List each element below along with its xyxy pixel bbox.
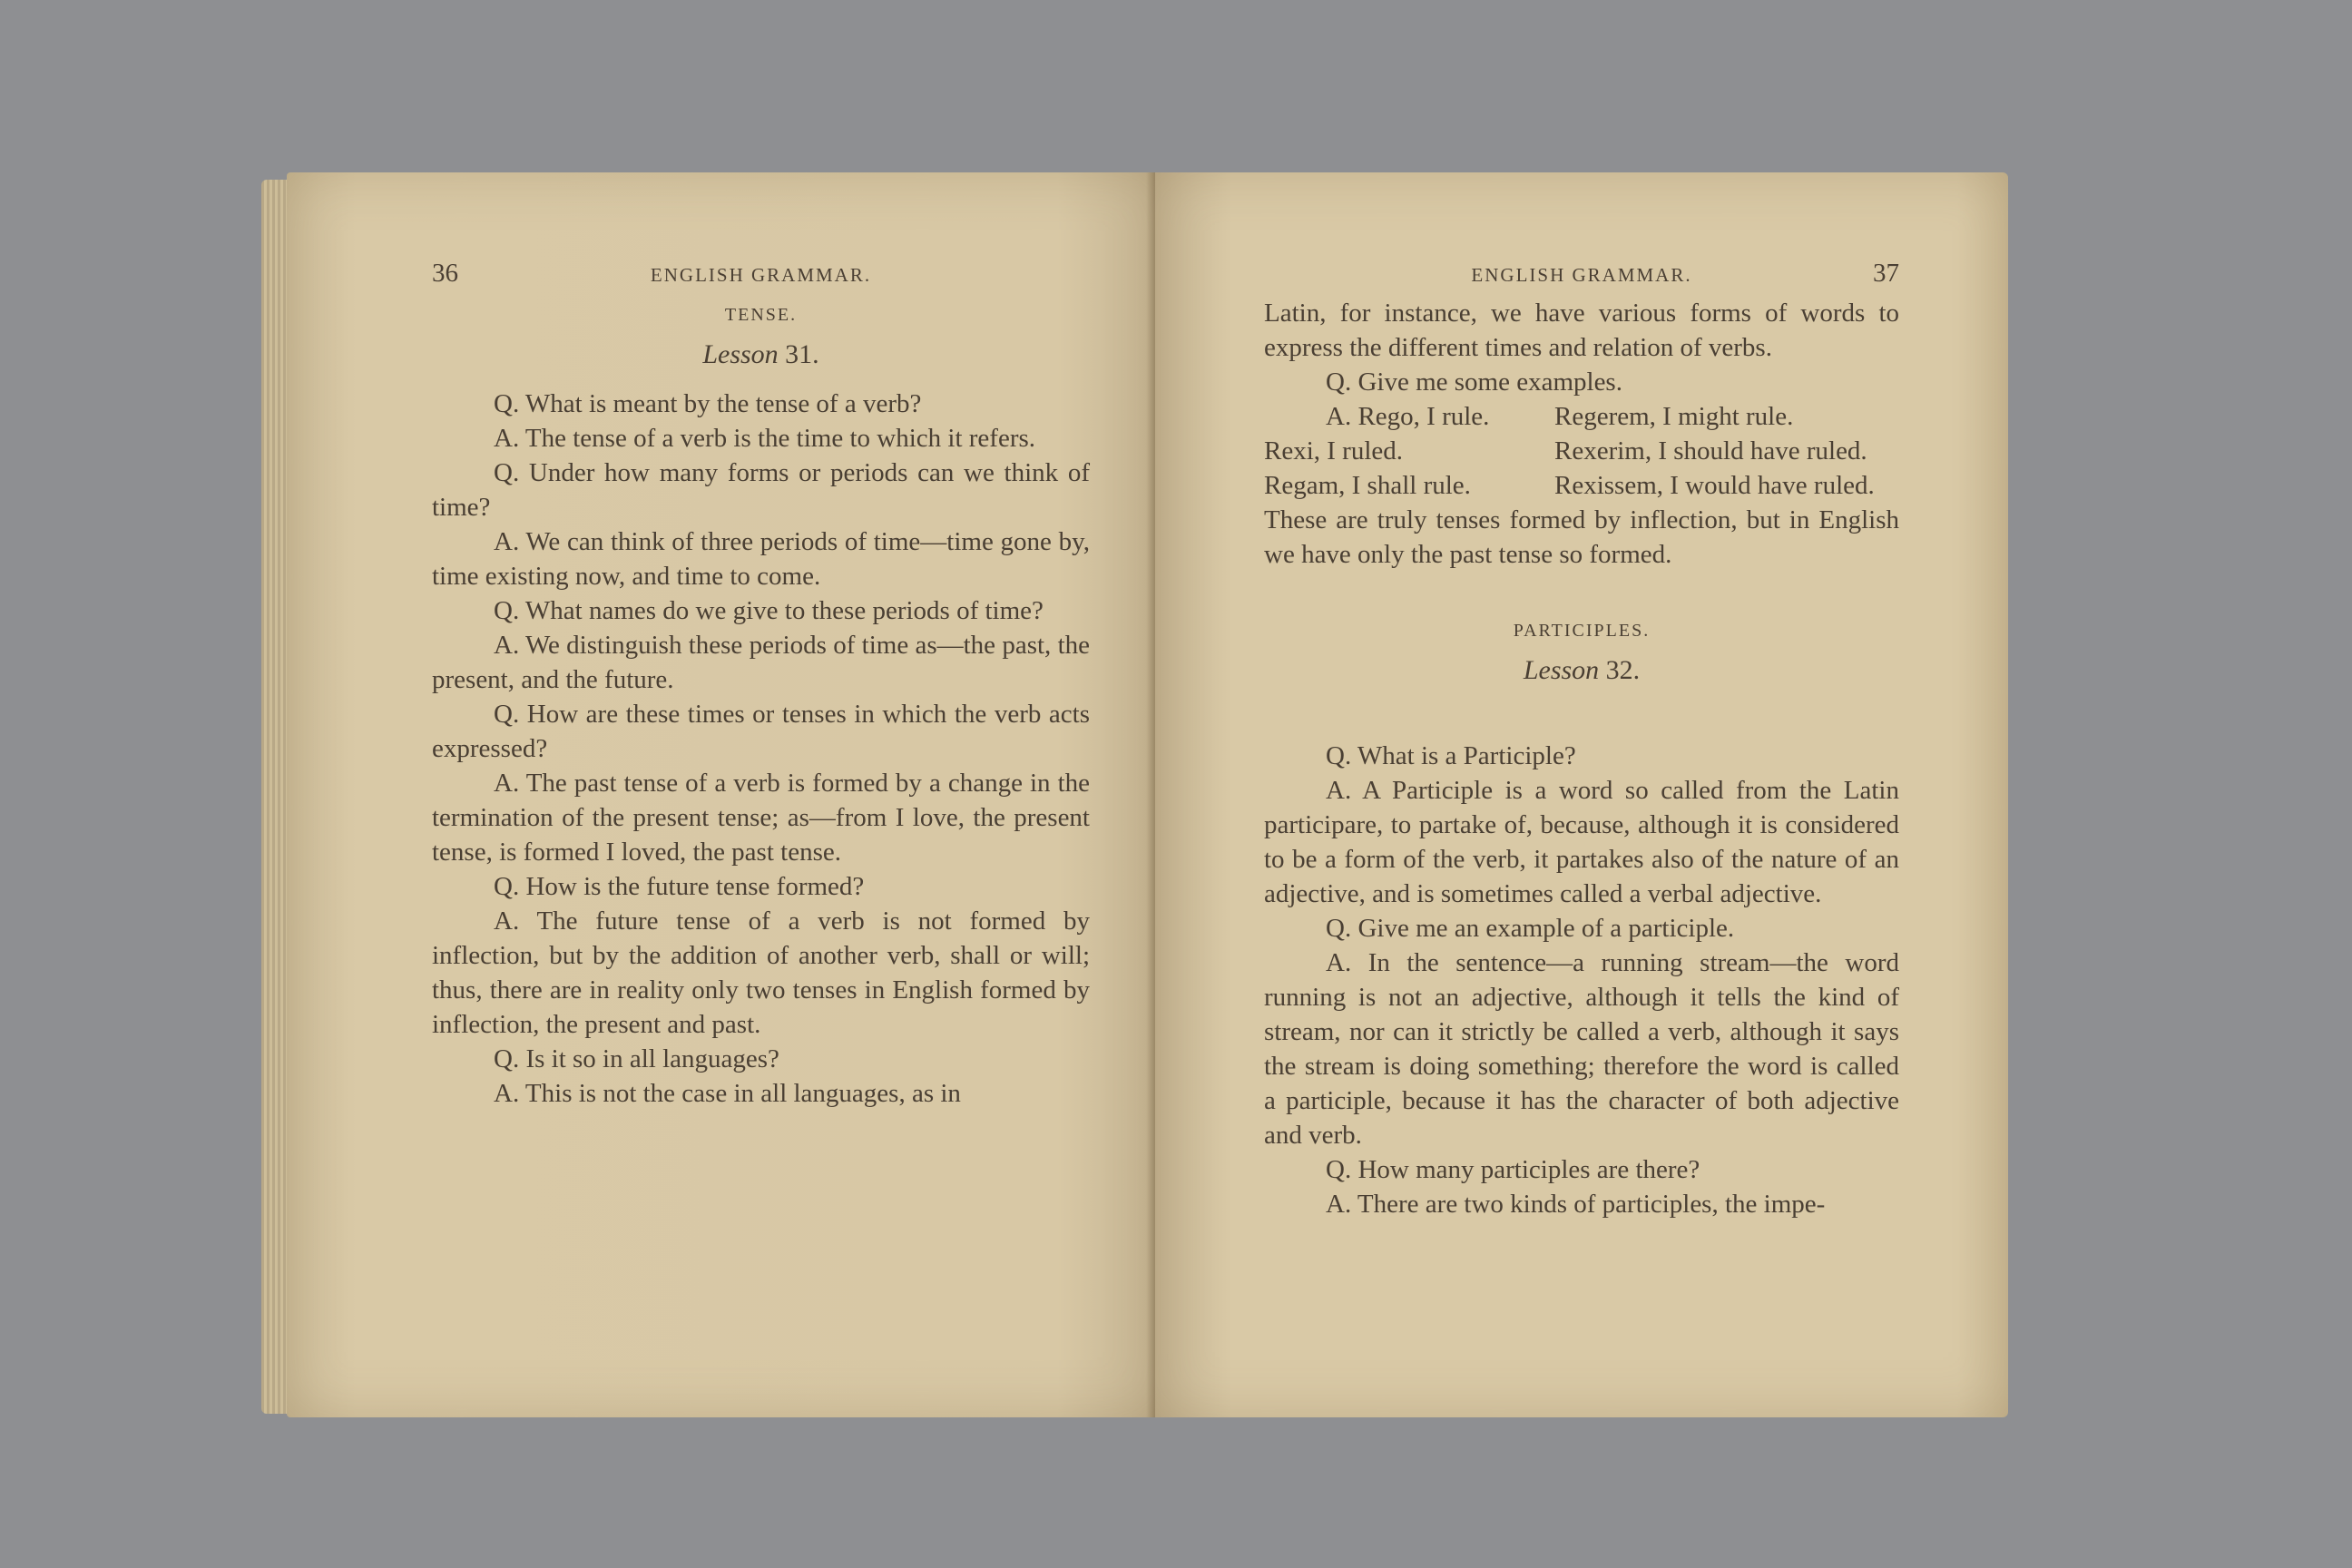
right-paragraph: A. In the sentence—a running stream—the word running is not an adjective, although it tells the kind of stream, nor can it strictly be called a verb, although it says the stream is doing something; therefore the word is called a participle, because it has the character of both adjective and verb. [1264,948,1899,1150]
open-book [261,172,2008,1417]
right-opening-paragraph: Latin, for instance, we have various forms of words to express the different times and relation of verbs. [1264,299,1899,362]
left-paragraph: A. The future tense of a verb is not formed by inflection, but by the addition of another verb, shall or will; thus, there are in reality only two tenses in English formed by inflection, the present and past. [432,906,1090,1039]
left-paragraph: Q. How are these times or tenses in which the verb acts expressed? [432,700,1090,763]
example-row [1264,468,1899,503]
left-paragraph: Q. How is the future tense formed? [494,872,865,901]
left-paragraph: Q. Is it so in all languages? [494,1044,779,1073]
right-paragraph: A. A Participle is a word so called from the Latin participare, to partake of, because, although it is considered to be a form of the verb, it partakes also of the nature of an adjective, and is sometimes called a verbal adjective. [1264,776,1899,908]
left-running-title: ENGLISH GRAMMAR. [650,264,872,286]
left-paragraph: Q. What is meant by the tense of a verb? [494,389,922,418]
left-lesson-number: 31. [785,339,819,369]
left-paragraph: Q. Under how many forms or periods can we think of time? [432,458,1090,522]
example-right: Rexerim, I should have ruled. [1554,436,1867,466]
right-section-heading: PARTICIPLES. [1513,621,1651,641]
right-paragraph: A. There are two kinds of participles, the impe- [1326,1190,1826,1219]
right-lesson-number: 32. [1605,655,1641,685]
right-paragraph: Q. What is a Participle? [1326,741,1576,770]
example-row [1264,399,1899,434]
example-left: Rexi, I ruled. [1264,436,1404,466]
left-running-head [432,256,1090,292]
left-lesson-label: Lesson [702,339,779,369]
left-paragraph: A. The past tense of a verb is formed by a change in the termination of the present tense; as—from I love, the present tense, is formed I loved, the past tense. [432,769,1090,867]
right-lesson-label: Lesson [1523,655,1600,685]
example-right: Regerem, I might rule. [1554,402,1794,431]
left-paragraph: Q. What names do we give to these periods of time? [494,596,1044,625]
left-page [287,172,1162,1417]
right-page-number: 37 [1873,259,1899,288]
example-right: Rexissem, I would have ruled. [1554,471,1875,500]
right-page [1155,172,2008,1417]
right-examples-question: Q. Give me some examples. [1326,368,1622,397]
left-paragraph: A. This is not the case in all languages, as in [494,1079,961,1108]
left-page-number: 36 [432,259,458,288]
right-running-head [1264,256,1899,292]
left-section-heading: TENSE. [724,305,798,325]
left-lesson-heading [432,338,1090,372]
right-paragraph: Q. How many participles are there? [1326,1155,1700,1184]
left-paragraph: A. We can think of three periods of time—time gone by, time existing now, and time to come. [432,527,1090,591]
example-left: A. Rego, I rule. [1326,402,1490,431]
right-closing-paragraph: These are truly tenses formed by inflection, but in English we have only the past tense so formed. [1264,505,1899,569]
right-running-title: ENGLISH GRAMMAR. [1471,264,1692,286]
left-paragraph: A. The tense of a verb is the time to which it refers. [494,424,1036,453]
right-paragraph: Q. Give me an example of a participle. [1326,914,1735,943]
example-left: Regam, I shall rule. [1264,471,1471,500]
right-lesson-heading [1264,653,1899,688]
left-paragraph: A. We distinguish these periods of time as—the past, the present, and the future. [432,631,1090,694]
example-row [1264,434,1899,468]
